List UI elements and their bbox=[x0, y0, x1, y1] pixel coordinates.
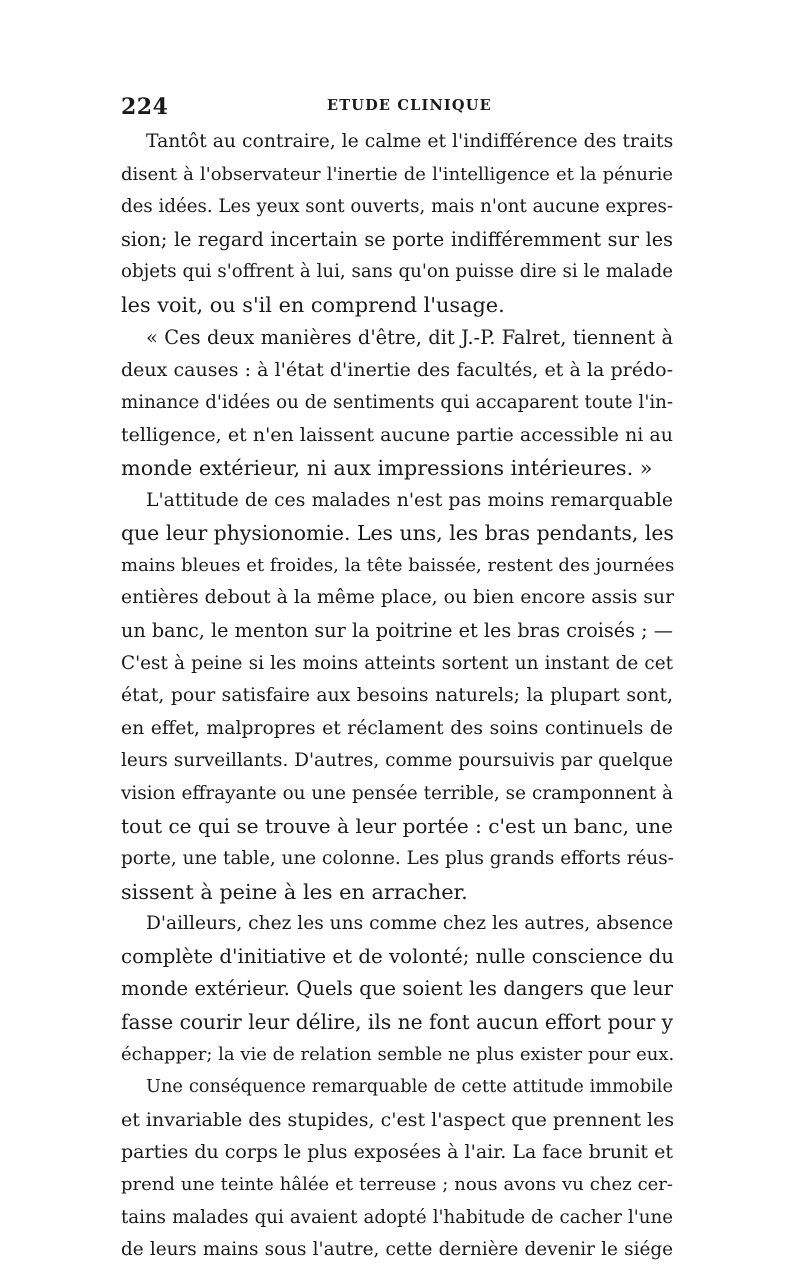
text-line: mains bleues et froides, la tête baissée, restent des journées bbox=[121, 554, 675, 576]
text-line: D'ailleurs, chez les uns comme chez les autres, absence bbox=[146, 913, 674, 935]
page-header bbox=[121, 94, 673, 120]
text-line: sissent à peine à les en arracher. bbox=[121, 879, 468, 904]
text-line: L'attitude de ces malades n'est pas moins remarquable bbox=[146, 489, 673, 511]
text-line: état, pour satisfaire aux besoins naturels; la plupart sont, bbox=[121, 685, 673, 707]
text-line: Tantôt au contraire, le calme et l'indifférence des traits bbox=[146, 131, 674, 152]
text-line: leurs surveillants. D'autres, comme poursuivis par quelque bbox=[121, 750, 673, 772]
text-line: minance d'idées ou de sentiments qui accaparent toute l'in- bbox=[121, 391, 673, 413]
text-line: vision effrayante ou une pensée terrible, se cramponnent à bbox=[121, 782, 673, 804]
text-line: tains malades qui avaient adopté l'habitude de cacher l'une bbox=[121, 1206, 673, 1228]
text-line: des idées. Les yeux sont ouverts, mais n'ont aucune expres- bbox=[121, 196, 673, 218]
text-line: que leur physionomie. Les uns, les bras pendants, les bbox=[121, 521, 674, 546]
text-line: les voit, ou s'il en comprend l'usage. bbox=[121, 292, 505, 317]
text-line: en effet, malpropres et réclament des soins continuels de bbox=[121, 717, 673, 739]
text-line: entières debout à la même place, ou bien encore assis sur bbox=[121, 587, 675, 609]
text-line: complète d'initiative et de volonté; nulle conscience du bbox=[121, 944, 674, 968]
text-line: fasse courir leur délire, ils ne font aucun effort pour y bbox=[121, 1010, 674, 1035]
text-line: C'est à peine si les moins atteints sortent un instant de cet bbox=[121, 652, 673, 674]
text-line: deux causes : à l'état d'inertie des facultés, et à la prédo- bbox=[121, 359, 673, 382]
text-line: tout ce qui se trouve à leur portée : c'est un banc, une bbox=[121, 814, 673, 839]
running-title: ETUDE CLINIQUE bbox=[327, 97, 492, 114]
text-line: parties du corps le plus exposées à l'air. La face brunit et bbox=[121, 1141, 673, 1164]
body-text bbox=[121, 126, 673, 1267]
text-line: objets qui s'offrent à lui, sans qu'on puisse dire si le malade bbox=[121, 261, 673, 283]
text-line: « Ces deux manières d'être, dit J.-P. Falret, tiennent à bbox=[146, 325, 673, 349]
text-line: prend une teinte hâlée et terreuse ; nous avons vu chez cer- bbox=[121, 1174, 673, 1195]
text-line: un banc, le menton sur la poitrine et les bras croisés ; — bbox=[121, 618, 673, 642]
page-number: 224 bbox=[121, 94, 169, 120]
text-line: et invariable des stupides, c'est l'aspect que prennent les bbox=[121, 1108, 675, 1131]
text-line: Une conséquence remarquable de cette attitude immobile bbox=[146, 1076, 673, 1098]
text-line: échapper; la vie de relation semble ne plus exister pour eux. bbox=[121, 1043, 675, 1065]
text-line: telligence, et n'en laissent aucune partie accessible ni au bbox=[121, 424, 673, 447]
text-line: disent à l'observateur l'inertie de l'intelligence et la pénurie bbox=[121, 163, 673, 185]
text-line: monde extérieur, ni aux impressions intérieures. » bbox=[121, 455, 653, 480]
text-line: porte, une table, une colonne. Les plus grands efforts réus- bbox=[121, 848, 674, 870]
text-line: sion; le regard incertain se porte indifféremment sur les bbox=[121, 227, 673, 251]
text-line: de leurs mains sous l'autre, cette dernière devenir le siége bbox=[121, 1239, 673, 1261]
text-line: monde extérieur. Quels que soient les dangers que leur bbox=[121, 977, 673, 1001]
